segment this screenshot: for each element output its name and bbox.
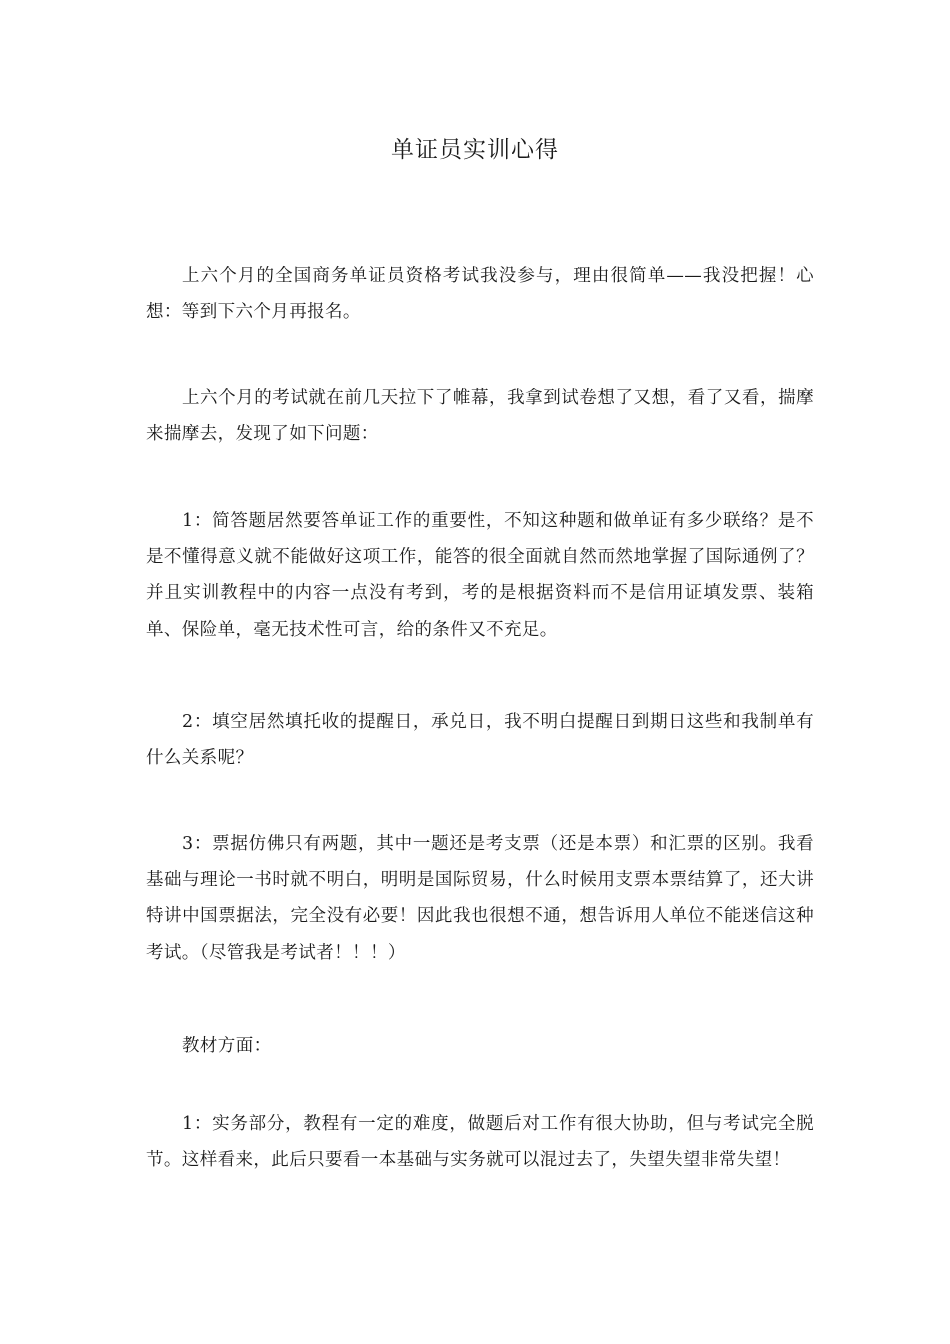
- paragraph-exam-not-taken: 上六个月的全国商务单证员资格考试我没参与，理由很简单——我没把握！心想：等到下六个月再报名。: [146, 266, 814, 323]
- paragraph-textbook-1: 1：实务部分，教程有一定的难度，做题后对工作有很大协助，但与考试完全脱节。这样看来，此后只要看一本基础与实务就可以混过去了，失望失望非常失望！: [146, 1114, 814, 1171]
- paragraph-exam-review: 上六个月的考试就在前几天拉下了帷幕，我拿到试卷想了又想，看了又看，揣摩来揣摩去，发现了如下问题：: [146, 388, 814, 445]
- paragraph-issue-1: 1：简答题居然要答单证工作的重要性，不知这种题和做单证有多少联络？是不是不懂得意义就不能做好这项工作，能答的很全面就自然而然地掌握了国际通例了？并且实训教程中的内容一点没有考到，考的是根据资料而不是信用证填发票、装箱单、保险单，毫无技术性可言，给的条件又不充足。: [146, 511, 814, 640]
- paragraph-issue-3: 3：票据仿佛只有两题，其中一题还是考支票（还是本票）和汇票的区别。我看基础与理论一书时就不明白，明明是国际贸易，什么时候用支票本票结算了，还大讲特讲中国票据法，完全没有必要！因此我也很想不通，想告诉用人单位不能迷信这种考试。（尽管我是考试者！！！）: [146, 834, 814, 963]
- document-title: 单证员实训心得: [391, 137, 559, 163]
- paragraph-issue-2: 2：填空居然填托收的提醒日，承兑日，我不明白提醒日到期日这些和我制单有什么关系呢？: [146, 712, 814, 769]
- paragraph-textbook-heading: 教材方面：: [182, 1036, 272, 1056]
